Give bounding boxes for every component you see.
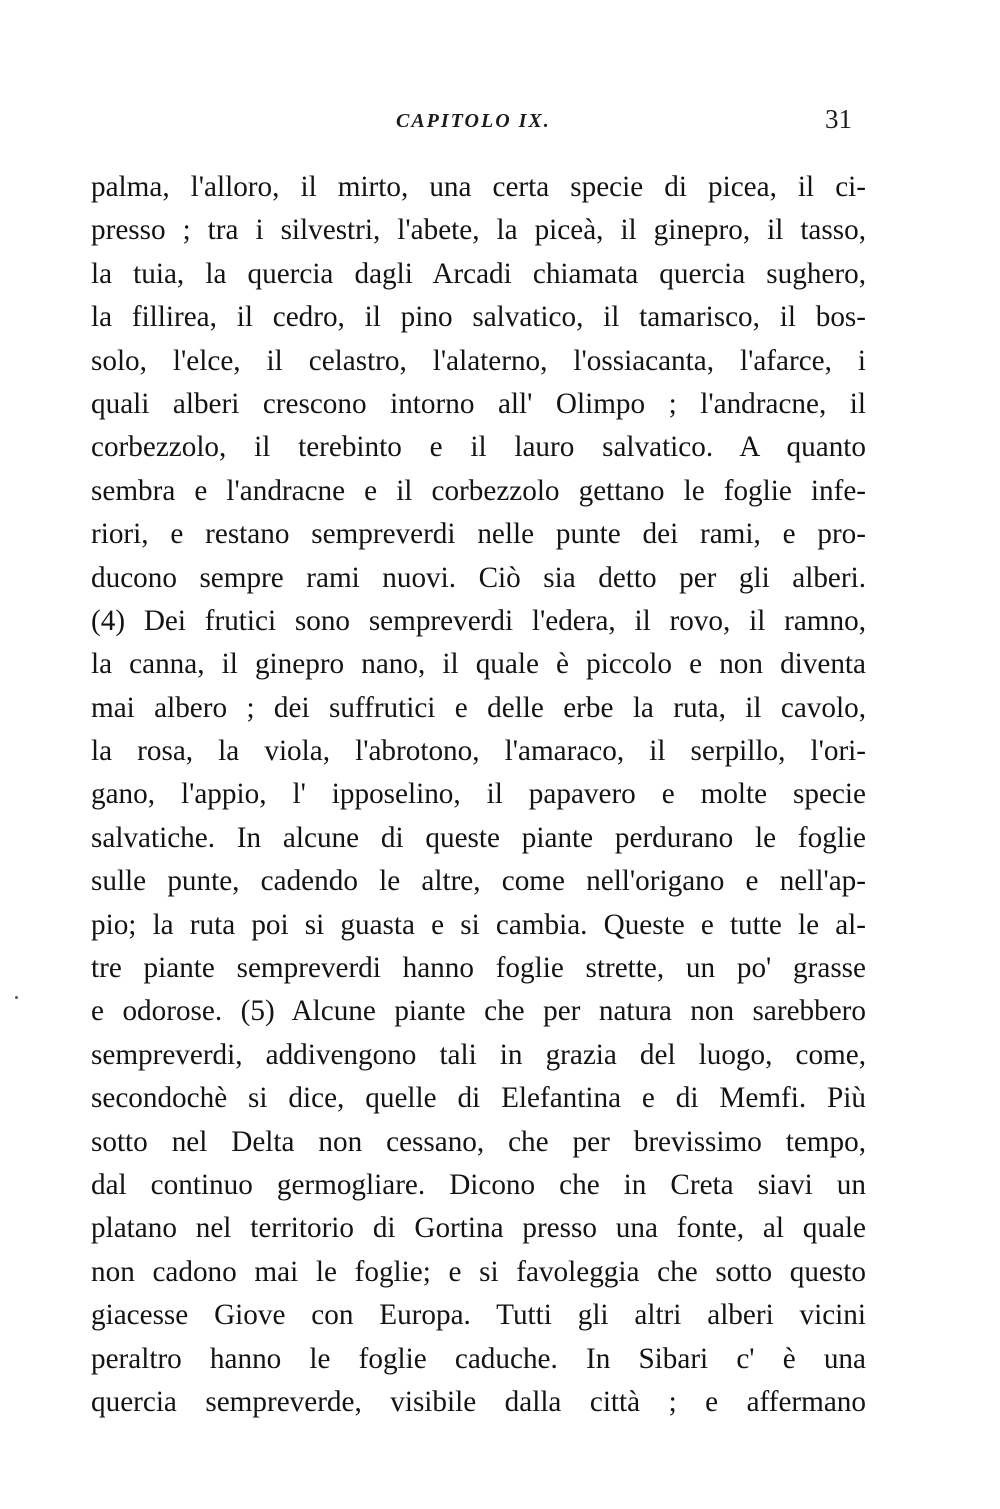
text-line: la tuia, la quercia dagli Arcadi chiamata quercia sughero, bbox=[91, 257, 866, 290]
text-line: salvatiche. In alcune di queste piante perdurano le foglie bbox=[91, 821, 866, 854]
text-line: sotto nel Delta non cessano, che per brevissimo tempo, bbox=[91, 1125, 866, 1158]
text-line: presso ; tra i silvestri, l'abete, la piceà, il ginepro, il tasso, bbox=[91, 214, 866, 247]
text-line: la fillirea, il cedro, il pino salvatico, il tamarisco, il bos- bbox=[91, 301, 866, 334]
text-line: gano, l'appio, l' ipposelino, il papavero e molte specie bbox=[91, 778, 866, 811]
text-line: sembra e l'andracne e il corbezzolo gettano le foglie infe- bbox=[91, 474, 866, 507]
text-line: pio; la ruta poi si guasta e si cambia. Queste e tutte le al- bbox=[91, 908, 866, 941]
body-text bbox=[91, 166, 866, 1424]
text-line: la canna, il ginepro nano, il quale è piccolo e non diventa bbox=[91, 648, 866, 681]
text-line: solo, l'elce, il celastro, l'alaterno, l'ossiacanta, l'afarce, i bbox=[91, 344, 866, 377]
text-line: corbezzolo, il terebinto e il lauro salvatico. A quanto bbox=[91, 431, 866, 464]
text-line: palma, l'alloro, il mirto, una certa specie di picea, il ci- bbox=[91, 171, 866, 203]
text-line: non cadono mai le foglie; e si favoleggia che sotto questo bbox=[91, 1255, 866, 1288]
page-header bbox=[90, 104, 852, 140]
margin-speck bbox=[15, 996, 18, 999]
page-number: 31 bbox=[825, 104, 852, 134]
text-line: quercia sempreverde, visibile dalla città ; e affermano bbox=[91, 1385, 866, 1418]
text-line: secondochè si dice, quelle di Elefantina e di Memfi. Più bbox=[91, 1082, 866, 1115]
text-line: dal continuo germogliare. Dicono che in Creta siavi un bbox=[91, 1168, 866, 1201]
text-line: sulle punte, cadendo le altre, come nell'origano e nell'ap- bbox=[91, 865, 866, 898]
text-line: (4) Dei frutici sono sempreverdi l'edera, il rovo, il ramno, bbox=[91, 604, 866, 637]
text-line: platano nel territorio di Gortina presso una fonte, al quale bbox=[91, 1212, 866, 1245]
text-line: e odorose. (5) Alcune piante che per natura non sarebbero bbox=[91, 995, 866, 1028]
text-line: tre piante sempreverdi hanno foglie strette, un po' grasse bbox=[91, 952, 866, 985]
text-line: ducono sempre rami nuovi. Ciò sia detto per gli alberi. bbox=[91, 561, 866, 594]
text-line: riori, e restano sempreverdi nelle punte dei rami, e pro- bbox=[91, 518, 866, 551]
text-line: giacesse Giove con Europa. Tutti gli altri alberi vicini bbox=[91, 1299, 866, 1332]
text-line: mai albero ; dei suffrutici e delle erbe la ruta, il cavolo, bbox=[91, 691, 866, 724]
running-title: CAPITOLO IX. bbox=[396, 110, 551, 132]
text-line: sempreverdi, addivengono tali in grazia del luogo, come, bbox=[91, 1038, 866, 1071]
text-line: la rosa, la viola, l'abrotono, l'amaraco, il serpillo, l'ori- bbox=[91, 735, 866, 768]
text-line: quali alberi crescono intorno all' Olimpo ; l'andracne, il bbox=[91, 387, 866, 420]
text-line: peraltro hanno le foglie caduche. In Sibari c' è una bbox=[91, 1342, 866, 1375]
